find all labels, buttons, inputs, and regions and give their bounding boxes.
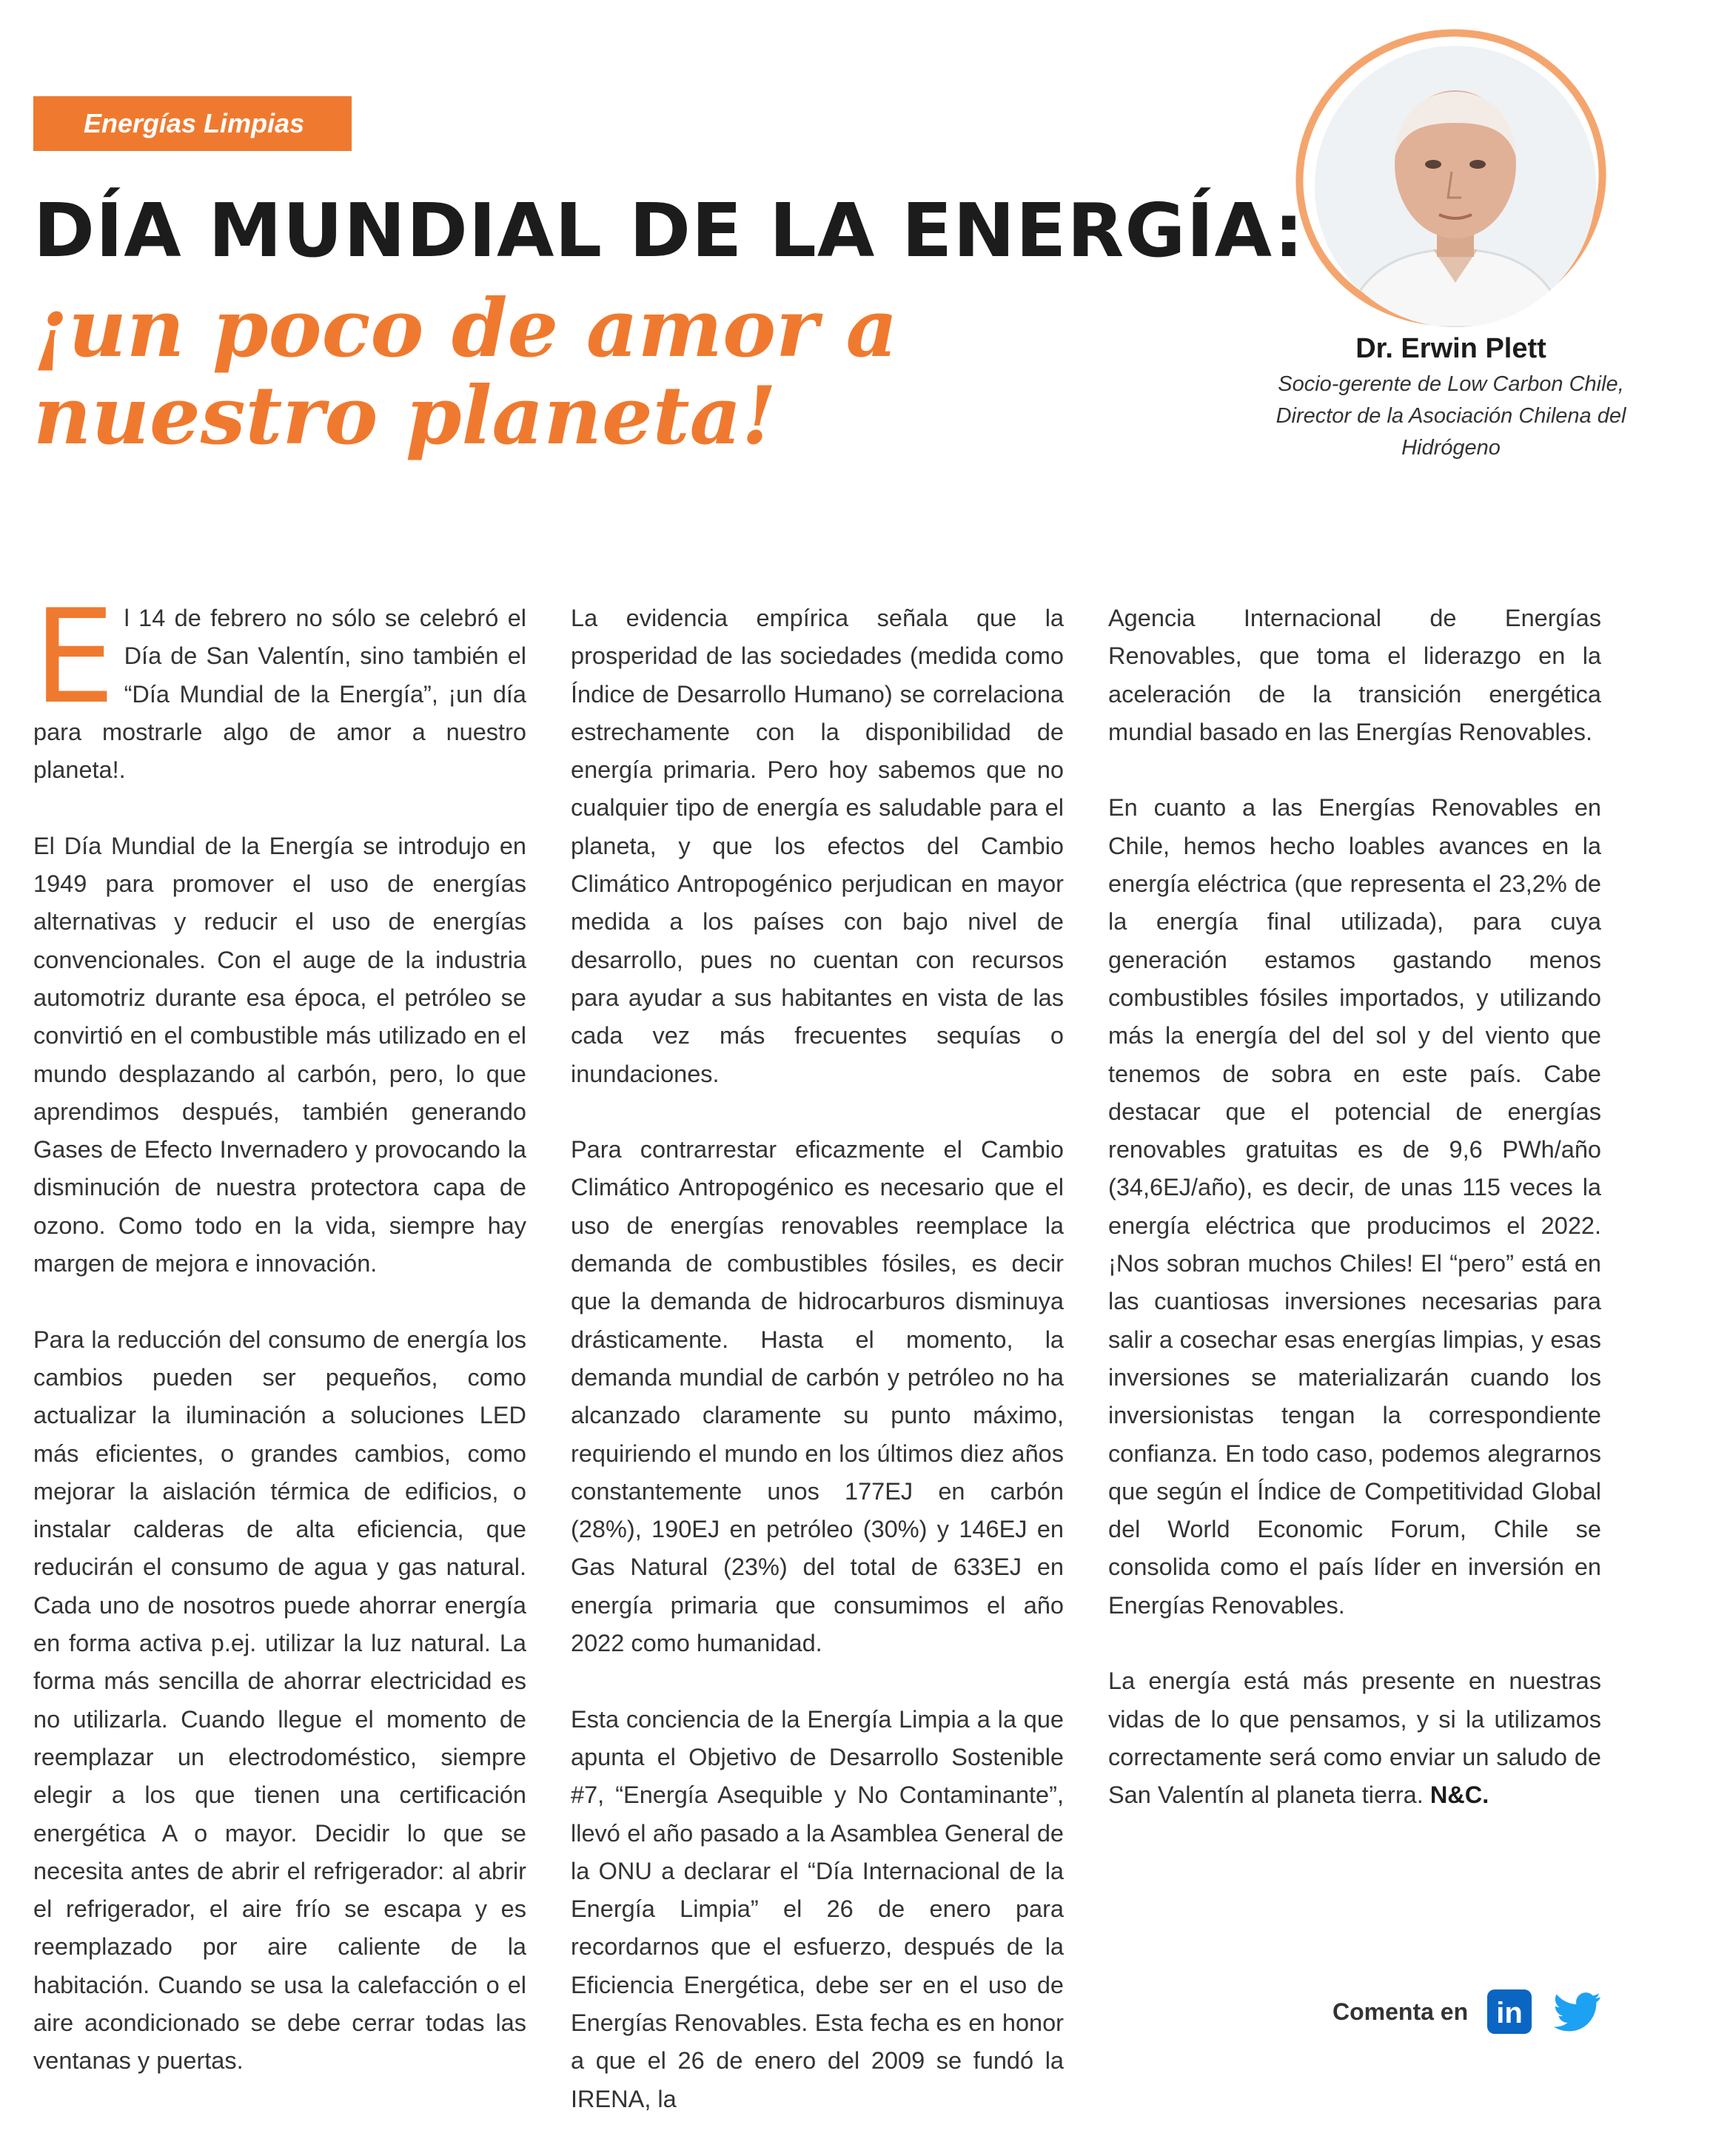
author-role: Socio-gerente de Low Carbon Chile, Director de la Asociación Chilena del Hidrógeno [1275, 372, 1626, 460]
comment-label: Comenta en [1332, 1998, 1469, 2025]
linkedin-label: in [1496, 1997, 1523, 2029]
twitter-icon[interactable] [1554, 1988, 1601, 2035]
linkedin-icon[interactable] [1486, 1988, 1533, 2035]
paragraph: El Día Mundial de la Energía se introdujo en 1949 para promover el uso de energías alternativas y reducir el uso de energías convencionales. Con el auge de la industria automotriz durante esa época, el petróleo se convirtió en el combustible más utilizado en el mundo desplazando al carbón, pero, lo que aprendimos después, también generando Gases de Efecto Invernadero y provocando la disminución de nuestra protectora capa de ozono. Como todo en la vida, siempre hay margen de mejora e innovación. [33, 832, 526, 1277]
paragraph: Para contrarrestar eficazmente el Cambio Climático Antropogénico es necesario que el uso de energías renovables reemplace la demanda de combustibles fósiles, es decir que la demanda de hidrocarburos disminuya drásticamente. Hasta el momento, la demanda mundial de carbón y petróleo no ha alcanzado claramente su punto máximo, requiriendo el mundo en los últimos diez años constantemente unos 177EJ en carbón (28%), 190EJ en petróleo (30%) y 146EJ en Gas Natural (23%) del total de 633EJ en energía primaria que consumimos el año 2022 como humanidad. [571, 1136, 1064, 1657]
paragraph-intro [33, 582, 526, 789]
paragraph-closing [1108, 1662, 1601, 1814]
section-tag: Energías Limpias [33, 96, 352, 151]
paragraph-continued: Agencia Internacional de Energías Renovables, que toma el liderazgo en la aceleración de la transición energética mundial basado en las Energías Renovables. [1108, 605, 1601, 745]
author-photo-illustration [1315, 46, 1596, 327]
signoff: N&C. [1429, 1781, 1489, 1809]
author-photo [1315, 46, 1596, 327]
column-1 [33, 582, 526, 2118]
column-3 [1108, 600, 1601, 1853]
comment-bar [1332, 1989, 1622, 2034]
paragraph: La evidencia empírica señala que la prosperidad de las sociedades (medida como Índice de Desarrollo Humano) se correlaciona estrechamente con la disponibilidad de energía primaria. Pero hoy sabemos que no cualquier tipo de energía es saludable para el planeta, y que los efectos del Cambio Climático Antropogénico perjudican en mayor medida a los países con bajo nivel de desarrollo, pues no cuentan con recursos para ayudar a sus habitantes en vista de las cada vez más frecuentes sequías o inundaciones. [571, 605, 1064, 1087]
paragraph: Esta conciencia de la Energía Limpia a la que apunta el Objetivo de Desarrollo Sostenible #7, “Energía Asequible y No Contaminante”, llevó el año pasado a la Asamblea General de la ONU a declarar el “Día Internacional de la Energía Limpia” el 26 de enero para recordarnos que el esfuerzo, después de la Eficiencia Energética, debe ser en el uso de Energías Renovables. Esta fecha es en honor a que el 26 de enero del 2009 se fundó la IRENA, la [571, 1705, 1064, 2112]
drop-cap: E [33, 582, 115, 733]
article-subtitle: ¡un poco de amor a nuestro planeta! [33, 282, 898, 463]
article-title: DÍA MUNDIAL DE LA ENERGÍA: [33, 187, 1304, 274]
paragraph-intro-text: l 14 de febrero no sólo se celebró el Día de San Valentín, sino también el “Día Mundial de la Energía”, ¡un día para mostrarle algo de amor a nuestro planeta!. [33, 605, 526, 784]
paragraph: En cuanto a las Energías Renovables en Chile, hemos hecho loables avances en la energía eléctrica (que representa el 23,2% de la energía final utilizada), para cuya generación estamos gastando menos combustibles fósiles importados, y utilizando más la energía del del sol y del viento que tenemos de sobra en este país. Cabe destacar que el potencial de energías renovables gratuitas es de 9,6 PWh/año (34,6EJ/año), es decir, de unas 115 veces la energía eléctrica que producimos el 2022. ¡Nos sobran muchos Chiles! El “pero” está en las cuantiosas inversiones necesarias para salir a cosechar esas energías limpias, y esas inversiones se materializarán cuando los inversionistas tengan la correspondiente confianza. En todo caso, podemos alegrarnos que según el Índice de Competitividad Global del World Economic Forum, Chile se consolida como el país líder en inversión en Energías Renovables. [1108, 794, 1601, 1619]
author-name: Dr. Erwin Plett [1355, 333, 1546, 364]
column-2 [571, 600, 1064, 2156]
paragraph: Para la reducción del consumo de energía los cambios pueden ser pequeños, como actualizar la iluminación a soluciones LED más eficientes, o grandes cambios, como mejorar la aislación térmica de edificios, o instalar calderas de alta eficiencia, que reducirán el consumo de agua y gas natural. Cada uno de nosotros puede ahorrar energía en forma activa p.ej. utilizar la luz natural. La forma más sencilla de ahorrar electricidad es no utilizarla. Cuando llegue el momento de reemplazar un electrodoméstico, siempre elegir a los que tienen una certificación energética A o mayor. Decidir lo que se necesita antes de abrir el refrigerador: al abrir el refrigerador, el aire frío se escapa y es reemplazado por aire caliente de la habitación. Cuando se usa la calefacción o el aire acondicionado se debe cerrar todas las ventanas y puertas. [33, 1326, 526, 2075]
closing-text: La energía está más presente en nuestras vidas de lo que pensamos, y si la utilizamos correctamente será como enviar un saludo de San Valentín al planeta tierra. [1108, 1668, 1601, 1809]
